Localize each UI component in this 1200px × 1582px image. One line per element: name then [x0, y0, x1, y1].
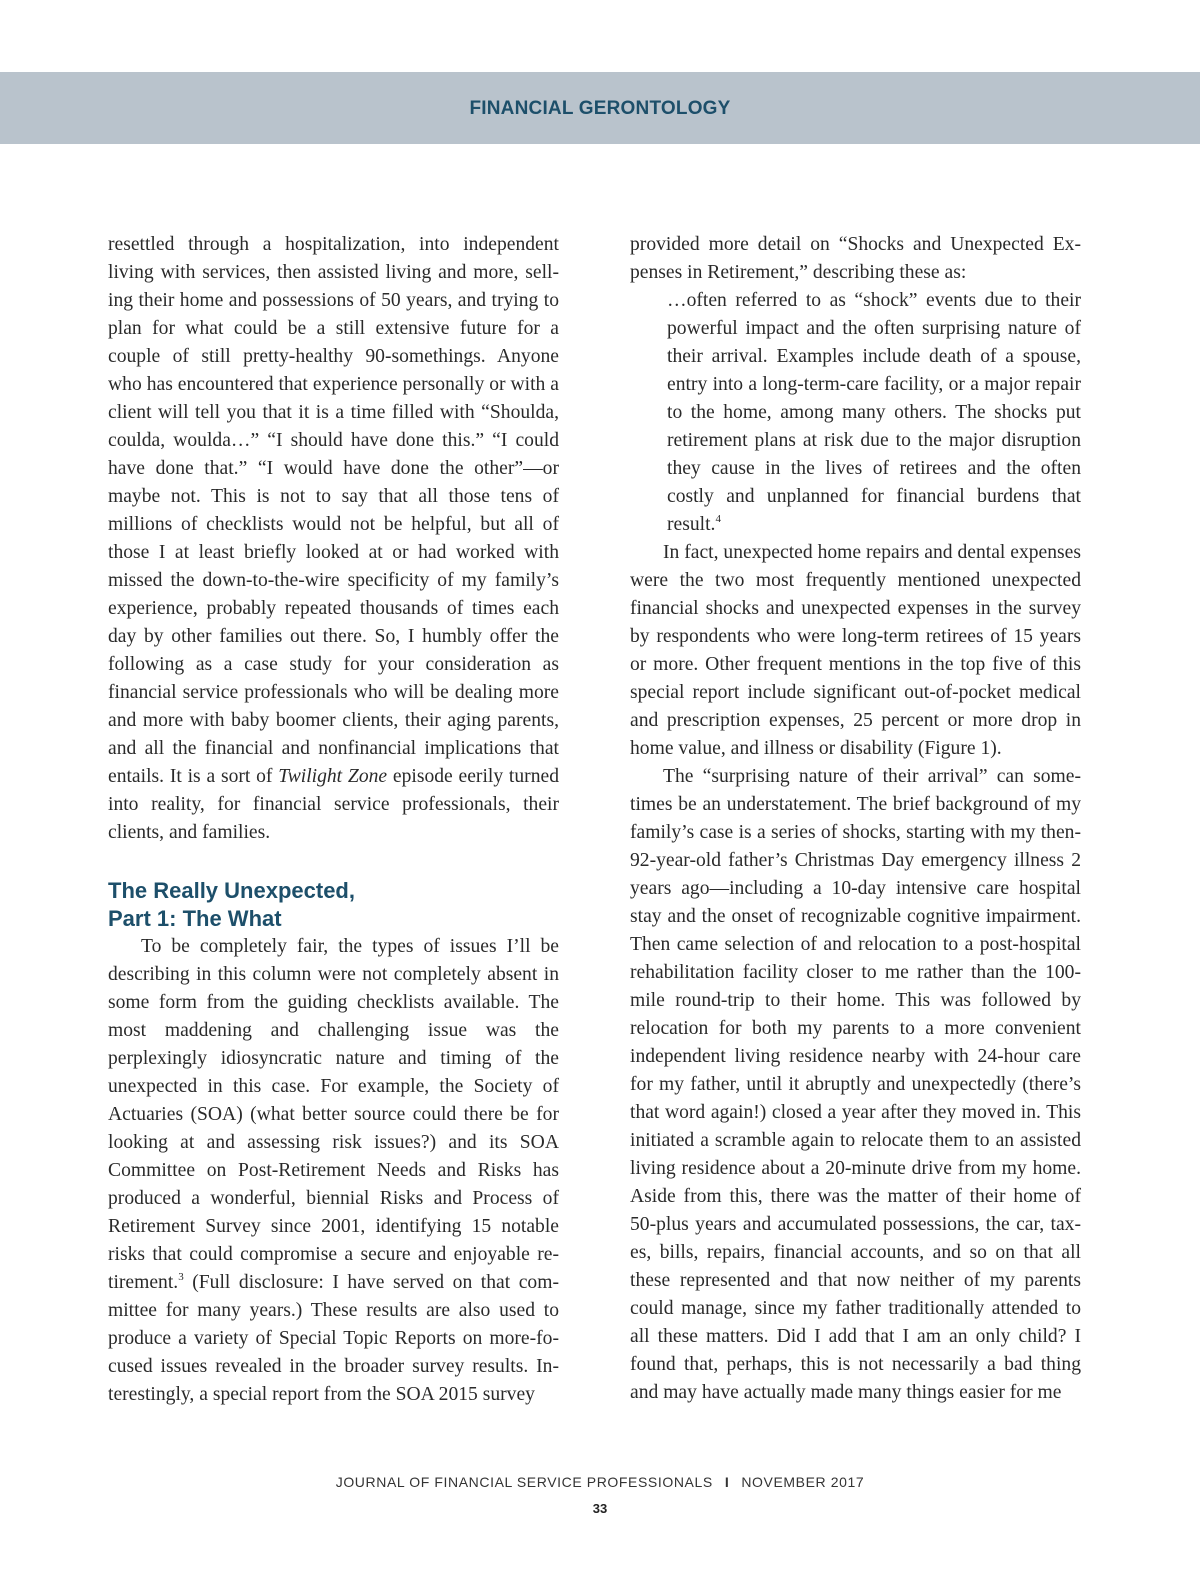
paragraph	[108, 231, 559, 847]
quote-text: …often referred to as “shock” events due to their powerful impact and the often surprising nature of their arrival. Examples include death of a spouse, entry into a long-term-care facility, or a major repair to the home, among many others. The shocks put retirement plans at risk due to the major disruption they cause in the lives of retirees and the often costly and unplanned for financial burdens that result.	[667, 290, 1081, 535]
footer-separator: I	[724, 1474, 730, 1490]
paragraph-text: (Full disclosure: I have served on that committee for many years.) These results are also used to produce a variety of Special Topic Reports on more-focused issues revealed in the broader survey results. Interestingly, a special report from the SOA 2015 survey	[108, 1272, 559, 1405]
paragraph	[630, 539, 1081, 763]
section-heading-line2: Part 1: The What	[108, 906, 282, 931]
italic-title: Twilight Zone	[278, 766, 388, 787]
paragraph	[630, 763, 1081, 1407]
page-number: 33	[592, 1501, 608, 1516]
paragraph-text: In fact, unexpected home repairs and dental expenses were the two most frequently mentioned unexpected financial shocks and unexpected expenses in the survey by respondents who were long-term retirees of 15 years or more. Other frequent mentions in the top five of this special report include significant out-of-pocket medical and prescription expenses, 25 percent or more drop in home value, and illness or disability (Figure 1).	[630, 542, 1081, 759]
left-column	[108, 231, 559, 1409]
right-column	[630, 231, 1081, 1407]
paragraph-text: resettled through a hospitalization, into independent living with services, then assisted living and more, selling their home and possessions of 50 years, and trying to plan for what could be a still extensive future for a couple of still pretty-healthy 90-somethings. Anyone who has encountered that experience personally or with a client will tell you that it is a time filled with “Shoulda, coulda, woulda…” “I should have done this.” “I could have done that.” “I would have done the other”—or maybe not. This is not to say that all those tens of millions of checklists would not be helpful, but all of those I at least briefly looked at or had worked with missed the down-to-the-wire specificity of my family’s experience, probably repeated thousands of times each day by other families out there. So, I humbly offer the following as a case study for your consideration as financial service professionals who will be dealing more and more with baby boomer clients, their aging parents, and all the financial and nonfinancial implications that entails. It is a sort of	[108, 234, 559, 787]
footnote-ref: 3	[178, 1271, 184, 1283]
paragraph-text: The “surprising nature of their arrival” can sometimes be an understatement. The brief background of my family’s case is a series of shocks, starting with my then-92-year-old father’s Christmas Day emergency illness 2 years ago—including a 10-day intensive care hospital stay and the onset of recognizable cognitive impairment. Then came selection of and relocation to a post-hospital rehabilitation facility closer to me rather than the 100-mile round-trip to their home. This was followed by relocation for both my parents to a more convenient independent living residence nearby with 24-hour care for my father, until it abruptly and unexpectedly (there’s that word again!) closed a year after they moved in. This initiated a scramble again to relocate them to an assisted living residence about a 20-minute drive from my home. Aside from this, there was the matter of their home of 50-plus years and accumulated possessions, the car, taxes, bills, repairs, financial accounts, and so on that all these represented and that now neither of my parents could manage, since my father traditionally attended to all these matters. Did I add that I am an only child? I found that, perhaps, this is not necessarily a bad thing and may have actually made many things easier for me	[630, 766, 1081, 1403]
issue-date: NOVEMBER 2017	[741, 1474, 865, 1490]
paragraph	[630, 231, 1081, 287]
paragraph	[108, 933, 559, 1409]
paragraph-text: provided more detail on “Shocks and Unexpected Expenses in Retirement,” describing these as:	[630, 234, 1081, 283]
section-heading	[108, 877, 559, 933]
footnote-ref: 4	[715, 513, 721, 525]
section-heading-line1: The Really Unexpected,	[108, 878, 355, 903]
paragraph-text: To be completely fair, the types of issues I’ll be describing in this column were not completely absent in some form from the guiding checklists available. The most maddening and challenging issue was the perplexingly idiosyncratic nature and timing of the unexpected in this case. For example, the Society of Actuaries (SOA) (what better source could there be for looking at and assessing risk issues?) and its SOA Committee on Post-Retirement Needs and Risks has produced a wonderful, biennial Risks and Process of Retirement Survey since 2001, identifying 15 notable risks that could compromise a secure and enjoyable retirement.	[108, 936, 559, 1293]
journal-name: JOURNAL OF FINANCIAL SERVICE PROFESSIONALS	[335, 1474, 713, 1490]
block-quote	[667, 287, 1081, 539]
paragraph-text: episode eerily turned into reality, for financial service professionals, their clients, and families.	[108, 766, 559, 843]
footer	[0, 1474, 1200, 1490]
section-title: FINANCIAL GERONTOLOGY	[469, 98, 731, 119]
